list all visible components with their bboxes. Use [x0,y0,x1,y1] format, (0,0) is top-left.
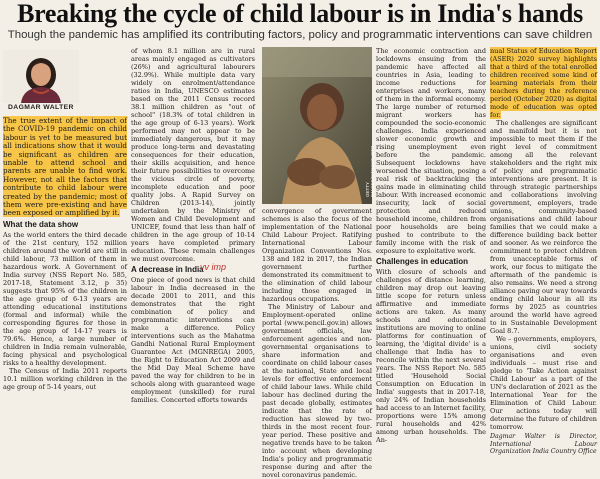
author-portrait-illustration [3,50,79,103]
author-byline: DAGMAR WALTER [8,104,74,111]
headline: Breaking the cycle of child labour is in India's hands [17,0,583,28]
paragraph: nual Status of Education Report (ASER) 2020 survey highlights that a third of the total enrolled children received some kind of learning materials from their teachers during the reference period (October 2020) as digital mode of education was opted for. [490,47,597,119]
paragraph: One piece of good news is that child labour in India decreased in the decade 2001 to 2011, and this demonstrates that the right combination of policy and programmatic interventions can make a difference. Policy interventions such as the Mahatma Gandhi National Rural Employment Guarantee Act (MGNREGA) 2005, the Right to Education Act 2009 and the Mid Day Meal Scheme have paved the way for children to be in schools along with guaranteed wage employment (unskilled) for rural families. Concerted efforts towards [131,276,255,404]
column-5 [490,47,597,456]
photo-credit: GETTY IMAGES/ISTOCKPHOTO [365,145,375,197]
paragraph: convergence of government schemes is also the focus of the implementation of the National Child Labour Project. Ratifying International Labour Organization Conventions Nos. 138 and 182 in 2017, the Indian government further demonstrated its commitment to the elimination of child labour including those engaged in hazardous occupations. [262,207,372,303]
subheadline: Though the pandemic has amplified its contributing factors, policy and programmatic interventions can save children [7,29,593,41]
paragraph: The Census of India 2011 reports 10.1 million working children in the age group of 5-14 years, out [3,366,127,391]
author-caption: Dagmar Walter is Director, International Labour Organization India Country Office [490,433,597,455]
paragraph: As the world enters the third decade of the 21st century, 152 million children around the world are still in child labour, 73 million of them in hazardous work. A Government of India survey (NSS Report No. 585, 2017-18, Statement 3.12, p 35) suggests that 95% of the children in the age group of 6-13 years are attending educational institutions (formal and informal) while the corresponding figures for those in the age group of 14-17 years is 79.6%. Hence, a large number of children in India remain vulnerable, facing physical and psychological risks to a healthy development. [3,230,127,367]
paragraph: of whom 8.1 million are in rural areas mainly engaged as cultivators (26%) and agricultural labourers (32.9%). While multiple data vary widely on enrolment/attendance ratios in India, UNESCO estimates based on the 2011 Census record 38.1 million children as "out of school" (18.3% of total children in the age group of 6-13 years). Work performed may not appear to be immediately dangerous, but it may produce long-term and devastating consequences for their education, their skills acquisition, and hence their future possibilities to overcome the vicious circle of poverty, incomplete education and poor quality jobs. A Rapid Survey on Children (2013-14), jointly undertaken by the Ministry of Women and Child Development and UNICEF, found that less than half of children in the age group of 10-14 years have completed primary education. These remain challenges we must overcome. [131,47,255,263]
paragraph: We – governments, employers, unions, civil society organisations and even individuals – must rise and pledge to 'Take Action against Child Labour' as a part of the UN's declaration of 2021 as the International Year for the Elimination of Child Labour. Our actions today will determine the future of children tomorrow. [490,335,597,431]
photo-illustration [262,47,372,204]
column-4 [376,47,486,444]
intro-paragraph: The true extent of the impact of the COVID-19 pandemic on child labour is yet to be measured but all indications show that it would be significant as children are unable to attend school and parents are unable to find work. However, not all the factors that contribute to child labour were created by the pandemic; most of them were pre-existing and have been exposed or amplified by it. [3,116,127,218]
paragraph: The challenges are significant and manifold but it is not impossible to meet them if the right level of commitment among all the relevant stakeholders and the right mix of policy and programmatic interventions are present. It is through strategic partnerships and collaborations involving government, employers, trade unions, community-based organisations and child labour families that we could make a difference building back better and sooner. As we reinforce the commitment to protect children from unacceptable forms of work, our focus to mitigate the aftermath of the pandemic is also remains. We need a strong alliance paving our way towards ending child labour in all its forms by 2025 as countries around the world have agreed to in Sustainable Development Goal 8.7. [490,119,597,335]
paragraph: The Ministry of Labour and Employment-operated online portal (www.pencil.gov.in) allows government officials, law enforcement agencies and non-governmental organisations to share information and coordinate on child labour cases at the national, State and local levels for effective enforcement of child labour laws. While child labour has declined during the past decade globally, estimates indicate that the rate of reduction has slowed by two-thirds in the most recent four-year period. These positive and negative trends have to be taken into account when developing India's policy and programmatic response during and after the novel coronavirus pandemic. [262,303,372,479]
paragraph: With closure of schools and challenges of distance learning, children may drop out leaving little scope for return unless affirmative and immediate actions are taken. As many schools and educational institutions are moving to online platforms for continuation of learning, the 'digital divide' is a challenge that India has to reconcile within the next several years. The NSS Report No. 585 titled 'Household Social Consumption on Education in India' suggests that in 2017-18, only 24% of Indian households had access to an Internet facility, proportions were 15% among rural households and 42% among urban households. The An- [376,268,486,444]
column-3 [262,207,372,479]
paragraph: The economic contraction and lockdowns ensuing from the pandemic have affected all countries in Asia, leading to income reductions for enterprises and workers, many of them in the informal economy. The large number of returned migrant workers has compounded the socio-economic challenges. India experienced slower economic growth and rising unemployment even before the pandemic. Subsequent lockdowns have worsened the situation, posing a real risk of backtracking the gains made in eliminating child labour. With increased economic insecurity, lack of social protection and reduced household income, children from poor households are being pushed to contribute to the family income with the risk of exposure to exploitative work. [376,47,486,255]
author-portrait [3,50,79,103]
section-heading-education: Challenges in education [376,257,469,266]
handwritten-note: vv imp [200,262,227,272]
column-1 [3,117,127,391]
column-2 [131,47,255,404]
section-heading-data: What the data show [3,219,79,229]
section-heading-decrease: A decrease in India [131,265,204,274]
child-labour-photo [262,47,375,204]
